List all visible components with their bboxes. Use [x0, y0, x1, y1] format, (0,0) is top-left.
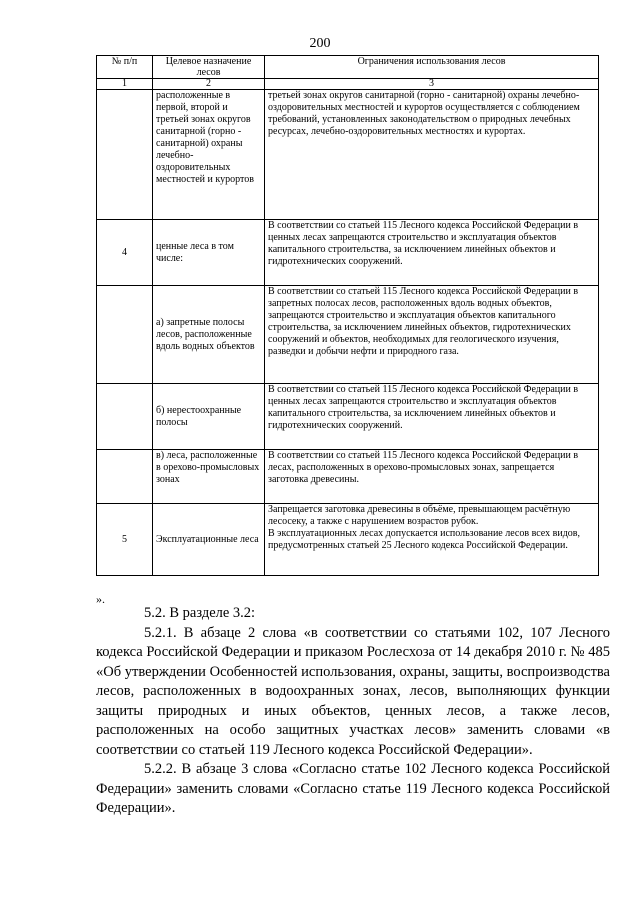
- row-purpose: в) леса, расположенные в орехово-промысловых зонах: [153, 450, 265, 504]
- row-number: [97, 450, 153, 504]
- table-row: [97, 384, 599, 450]
- header-number: № п/п: [97, 56, 153, 79]
- amendment-text: [96, 604, 610, 819]
- table-row: [97, 220, 599, 286]
- table-row: [97, 286, 599, 384]
- paragraph-section-heading: 5.2. В разделе 3.2:: [144, 605, 256, 621]
- row-purpose: а) запретные полосы лесов, расположенные вдоль водных объектов: [153, 286, 265, 384]
- paragraph-5-2-1: 5.2.1. В абзаце 2 слова «в соответствии со статьями 102, 107 Лесного кодекса Российской Федерации и приказом Рослесхоза от 14 декабря 2010 г. № 485 «Об утверждении Особенностей использования, охраны, защиты, воспроизводства лесов, расположенных в водоохранных зонах, лесов, выполняющих функции защиты природных и иных объектов, ценных лесов, а также лесов, расположенных на особо защитных участках лесов» заменить словами «в соответствии со статьей 119 Лесного кодекса Российской Федерации».: [96, 624, 610, 758]
- table-row: [97, 504, 599, 576]
- row-purpose: б) нерестоохранные полосы: [153, 384, 265, 450]
- row-number: 5: [97, 504, 153, 576]
- row-number: [97, 90, 153, 220]
- forest-restrictions-table: [96, 55, 599, 576]
- restriction-line: В эксплуатационных лесах допускается использование лесов всех видов, предусмотренных статьей 25 Лесного кодекса Российской Федерации.: [268, 528, 580, 551]
- row-purpose: Эксплуатационные леса: [153, 504, 265, 576]
- table-row: [97, 90, 599, 220]
- row-restriction: В соответствии со статьей 115 Лесного кодекса Российской Федерации в ценных лесах запрещаются строительство и эксплуатация объектов капитального строительства, за исключением линейных объектов и гидротехнических сооружений.: [265, 384, 599, 450]
- row-purpose: расположенные в первой, второй и третьей зонах округов санитарной (горно - санитарной) охраны лечебно-оздоровительных местностей и курортов: [153, 90, 265, 220]
- row-restriction: В соответствии со статьей 115 Лесного кодекса Российской Федерации в ценных лесах запрещаются строительство и эксплуатация объектов капитального строительства, за исключением линейных объектов и гидротехнических сооружений.: [265, 220, 599, 286]
- row-number: 4: [97, 220, 153, 286]
- paragraph-5-2-2: 5.2.2. В абзаце 3 слова «Согласно статье 102 Лесного кодекса Российской Федерации» заменить словами «Согласно статье 119 Лесного кодекса Российской Федерации».: [96, 761, 610, 816]
- index-cell: 2: [153, 79, 265, 90]
- row-restriction: В соответствии со статьей 115 Лесного кодекса Российской Федерации в запретных полосах лесов, расположенных вдоль водных объектов, запрещаются строительство и эксплуатация объектов капитального строительства, за исключением линейных объектов, гидротехнических сооружений и объектов, необходимых для геологического изучения, разведки и добычи нефти и природного газа.: [265, 286, 599, 384]
- index-cell: 3: [265, 79, 599, 90]
- index-cell: 1: [97, 79, 153, 90]
- page-number: 200: [309, 36, 331, 51]
- row-purpose: ценные леса в том числе:: [153, 220, 265, 286]
- closing-quote: ».: [96, 592, 105, 606]
- table-header-row: [97, 56, 599, 79]
- header-purpose: Целевое назначение лесов: [153, 56, 265, 79]
- table-index-row: [97, 79, 599, 90]
- restriction-line: Запрещается заготовка древесины в объёме, превышающем расчётную лесосеку, а также с нарушением возрастов рубок.: [268, 504, 571, 527]
- table-row: [97, 450, 599, 504]
- row-restriction: [265, 504, 599, 576]
- row-number: [97, 286, 153, 384]
- row-restriction: В соответствии со статьей 115 Лесного кодекса Российской Федерации в лесах, расположенных в орехово-промысловых зонах, запрещается заготовка древесины.: [265, 450, 599, 504]
- row-restriction: третьей зонах округов санитарной (горно - санитарной) охраны лечебно-оздоровительных местностей и курортов осуществляется с соблюдением требований, установленных законодательством о природных лечебных ресурсах, лечебно-оздоровительных местностях и курортах.: [265, 90, 599, 220]
- header-restrictions: Ограничения использования лесов: [265, 56, 599, 79]
- row-number: [97, 384, 153, 450]
